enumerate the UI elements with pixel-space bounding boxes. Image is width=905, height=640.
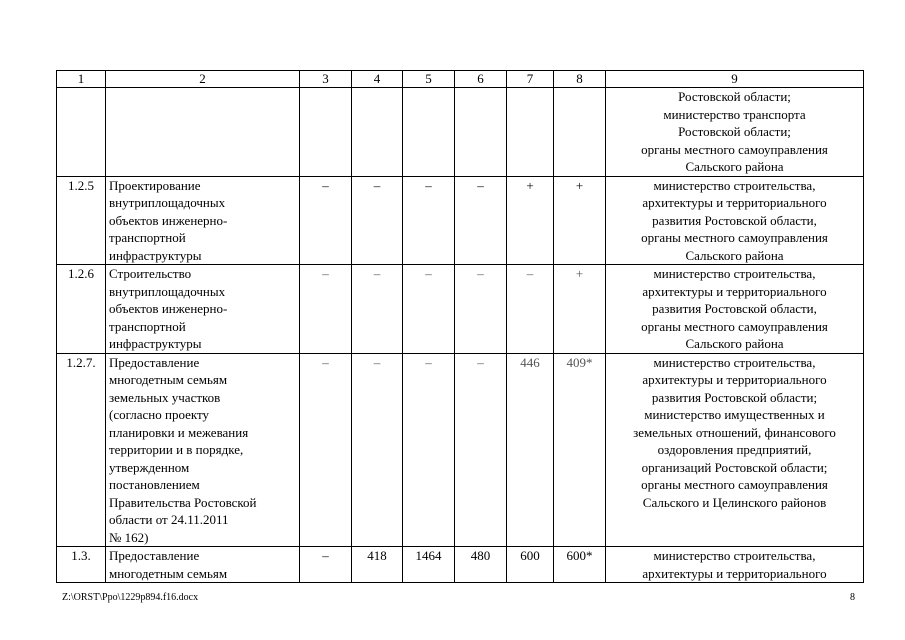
header-cell: 1: [57, 71, 106, 88]
header-cell: 4: [352, 71, 403, 88]
row-responsible: министерство строительства, архитектуры и территориального развития Ростовской области; министерство имущественных и земельных отношений, финансового оздоровления предприятий, организаций Ростовской области; органы местного самоуправления Сальского и Целинского районов: [606, 353, 864, 547]
row-value: 600*: [554, 547, 606, 583]
row-value: 418: [352, 547, 403, 583]
row-responsible: министерство строительства, архитектуры и территориального: [606, 547, 864, 583]
footer-page-number: 8: [850, 592, 855, 603]
table-row: [57, 176, 864, 265]
main-table: [56, 70, 864, 583]
row-name: Проектирование внутриплощадочных объектов инженерно- транспортной инфраструктуры: [106, 176, 300, 265]
row-value: –: [507, 265, 554, 354]
row-value: –: [403, 265, 455, 354]
row-value: –: [403, 353, 455, 547]
row-value: –: [300, 265, 352, 354]
row-value: –: [300, 547, 352, 583]
row-value: 1464: [403, 547, 455, 583]
header-cell: 8: [554, 71, 606, 88]
table-row: [57, 265, 864, 354]
table-row: [57, 547, 864, 583]
header-cell: 3: [300, 71, 352, 88]
row-name: Предоставление многодетным семьям земельных участков (согласно проекту планировки и межевания территории и в порядке, утвержденном постановлением Правительства Ростовской области от 24.11.2011 № 162): [106, 353, 300, 547]
row-id: 1.2.5: [57, 176, 106, 265]
row-id: 1.2.7.: [57, 353, 106, 547]
row-name: Предоставление многодетным семьям: [106, 547, 300, 583]
footer-file-path: Z:\ORST\Ppo\1229p894.f16.docx: [62, 592, 199, 603]
row-value: [300, 88, 352, 177]
row-value: 600: [507, 547, 554, 583]
row-value: +: [554, 176, 606, 265]
table-row: [57, 88, 864, 177]
row-responsible: министерство строительства, архитектуры и территориального развития Ростовской области, органы местного самоуправления Сальского района: [606, 265, 864, 354]
row-value: 409*: [554, 353, 606, 547]
row-value: –: [455, 176, 507, 265]
row-value: [554, 88, 606, 177]
row-value: –: [455, 265, 507, 354]
row-responsible: министерство строительства, архитектуры и территориального развития Ростовской области, органы местного самоуправления Сальского района: [606, 176, 864, 265]
row-value: [403, 88, 455, 177]
row-value: –: [300, 176, 352, 265]
row-name: Строительство внутриплощадочных объектов инженерно- транспортной инфраструктуры: [106, 265, 300, 354]
header-cell: 7: [507, 71, 554, 88]
row-value: –: [403, 176, 455, 265]
row-id: 1.3.: [57, 547, 106, 583]
header-row: [57, 71, 864, 88]
header-cell: 2: [106, 71, 300, 88]
row-value: –: [352, 265, 403, 354]
row-value: –: [455, 353, 507, 547]
row-value: [352, 88, 403, 177]
table-row: [57, 353, 864, 547]
header-cell: 5: [403, 71, 455, 88]
row-value: [507, 88, 554, 177]
row-value: +: [554, 265, 606, 354]
row-id: 1.2.6: [57, 265, 106, 354]
row-name: [106, 88, 300, 177]
row-value: [455, 88, 507, 177]
row-responsible: Ростовской области; министерство транспорта Ростовской области; органы местного самоуправления Сальского района: [606, 88, 864, 177]
row-id: [57, 88, 106, 177]
header-cell: 6: [455, 71, 507, 88]
row-value: 480: [455, 547, 507, 583]
header-cell: 9: [606, 71, 864, 88]
row-value: +: [507, 176, 554, 265]
row-value: –: [352, 176, 403, 265]
row-value: 446: [507, 353, 554, 547]
row-value: –: [300, 353, 352, 547]
row-value: –: [352, 353, 403, 547]
